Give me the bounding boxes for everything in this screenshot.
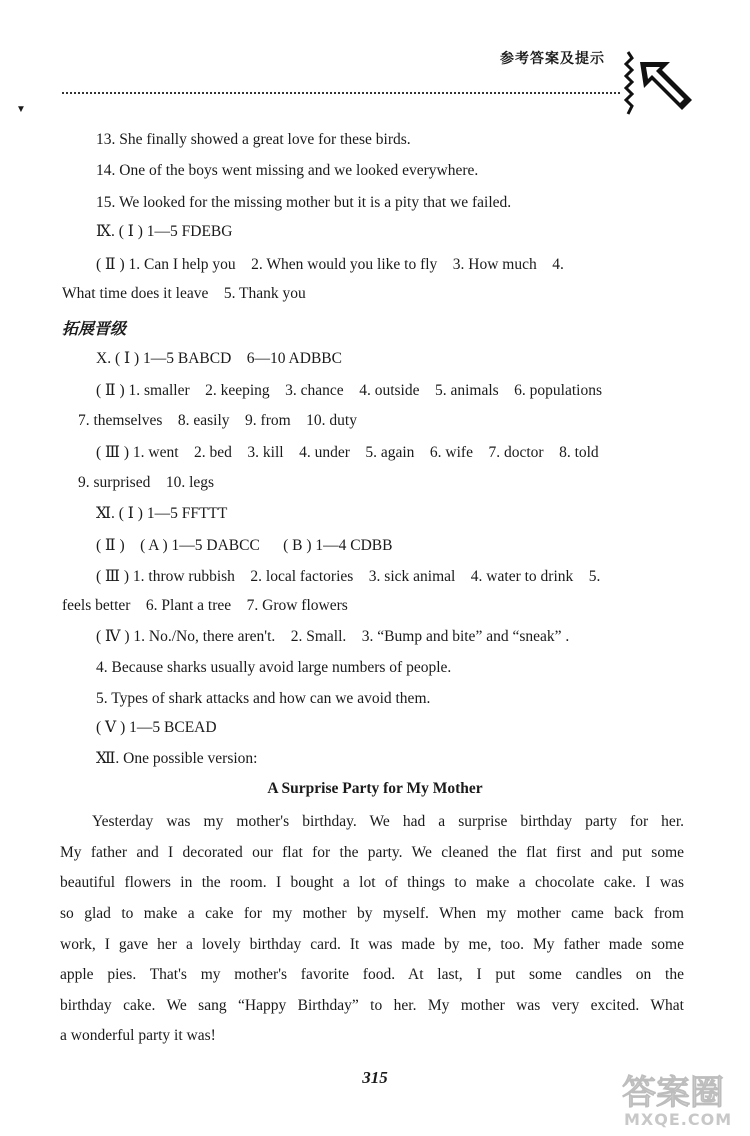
answer-line: X. ( Ⅰ ) 1—5 BABCD 6—10 ADBBC [96,350,342,367]
answer-line: Ⅸ. ( Ⅰ ) 1—5 FDEBG [96,223,233,240]
answer-line: 9. surprised 10. legs [78,474,215,491]
answer-line: 13. She finally showed a great love for these birds. [96,131,411,148]
corner-mark: ▼ [16,104,26,115]
answer-line: ( Ⅲ ) 1. throw rubbish 2. local factories 3. sick animal 4. water to drink 5. [96,568,601,585]
essay-line: My father and I decorated our flat for the party. We cleaned the flat first and put some [60,844,684,861]
essay-line: a wonderful party it was! [60,1027,216,1044]
watermark-text: MXQE.COM [624,1110,733,1129]
answer-line: 14. One of the boys went missing and we looked everywhere. [96,162,479,179]
answer-line: ( Ⅴ ) 1—5 BCEAD [96,719,217,736]
header-title: 参考答案及提示 [500,51,605,67]
answer-line: ( Ⅳ ) 1. No./No, there aren't. 2. Small. 3. “Bump and bite” and “sneak” . [96,628,570,645]
essay-line: work, I gave her a lovely birthday card. It was made by me, too. My father made some [60,936,684,953]
answer-line: ( Ⅲ ) 1. went 2. bed 3. kill 4. under 5. again 6. wife 7. doctor 8. told [96,444,599,461]
essay-line: beautiful flowers in the room. I bought a lot of things to make a chocolate cake. I was [60,874,684,891]
answer-line: 7. themselves 8. easily 9. from 10. duty [78,412,357,429]
answer-line: 15. We looked for the missing mother but it is a pity that we failed. [96,194,512,211]
arrow-icon [622,50,694,116]
essay-line: apple pies. That's my mother's favorite food. At last, I put some candles on the [60,966,684,983]
answer-line: ( Ⅱ ) ( A ) 1—5 DABCC ( B ) 1—4 CDBB [96,537,393,554]
answer-line: ( Ⅱ ) 1. smaller 2. keeping 3. chance 4. outside 5. animals 6. populations [96,382,603,399]
essay-line: Yesterday was my mother's birthday. We had a surprise birthday party for her. [92,813,684,830]
answer-line: 4. Because sharks usually avoid large numbers of people. [96,659,452,676]
header-dotted-rule [62,92,620,94]
answer-line: feels better 6. Plant a tree 7. Grow flowers [62,597,348,614]
answer-line: What time does it leave 5. Thank you [62,285,306,302]
essay-line: birthday cake. We sang “Happy Birthday” to her. My mother was very excited. What [60,997,684,1014]
watermark-chars: 答案圈 [622,1073,724,1113]
answer-line: ( Ⅱ ) 1. Can I help you 2. When would you like to fly 3. How much 4. [96,256,564,273]
answer-line: Ⅻ. One possible version: [96,750,258,767]
answer-line: Ⅺ. ( Ⅰ ) 1—5 FFTTT [96,505,228,522]
answer-line: 5. Types of shark attacks and how can we avoid them. [96,690,431,707]
essay-title: A Surprise Party for My Mother [267,780,483,797]
section-heading: 拓展晋级 [62,319,127,338]
essay-line: so glad to make a cake for my mother by myself. When my mother came back from [60,905,684,922]
page-number: 315 [362,1068,388,1087]
